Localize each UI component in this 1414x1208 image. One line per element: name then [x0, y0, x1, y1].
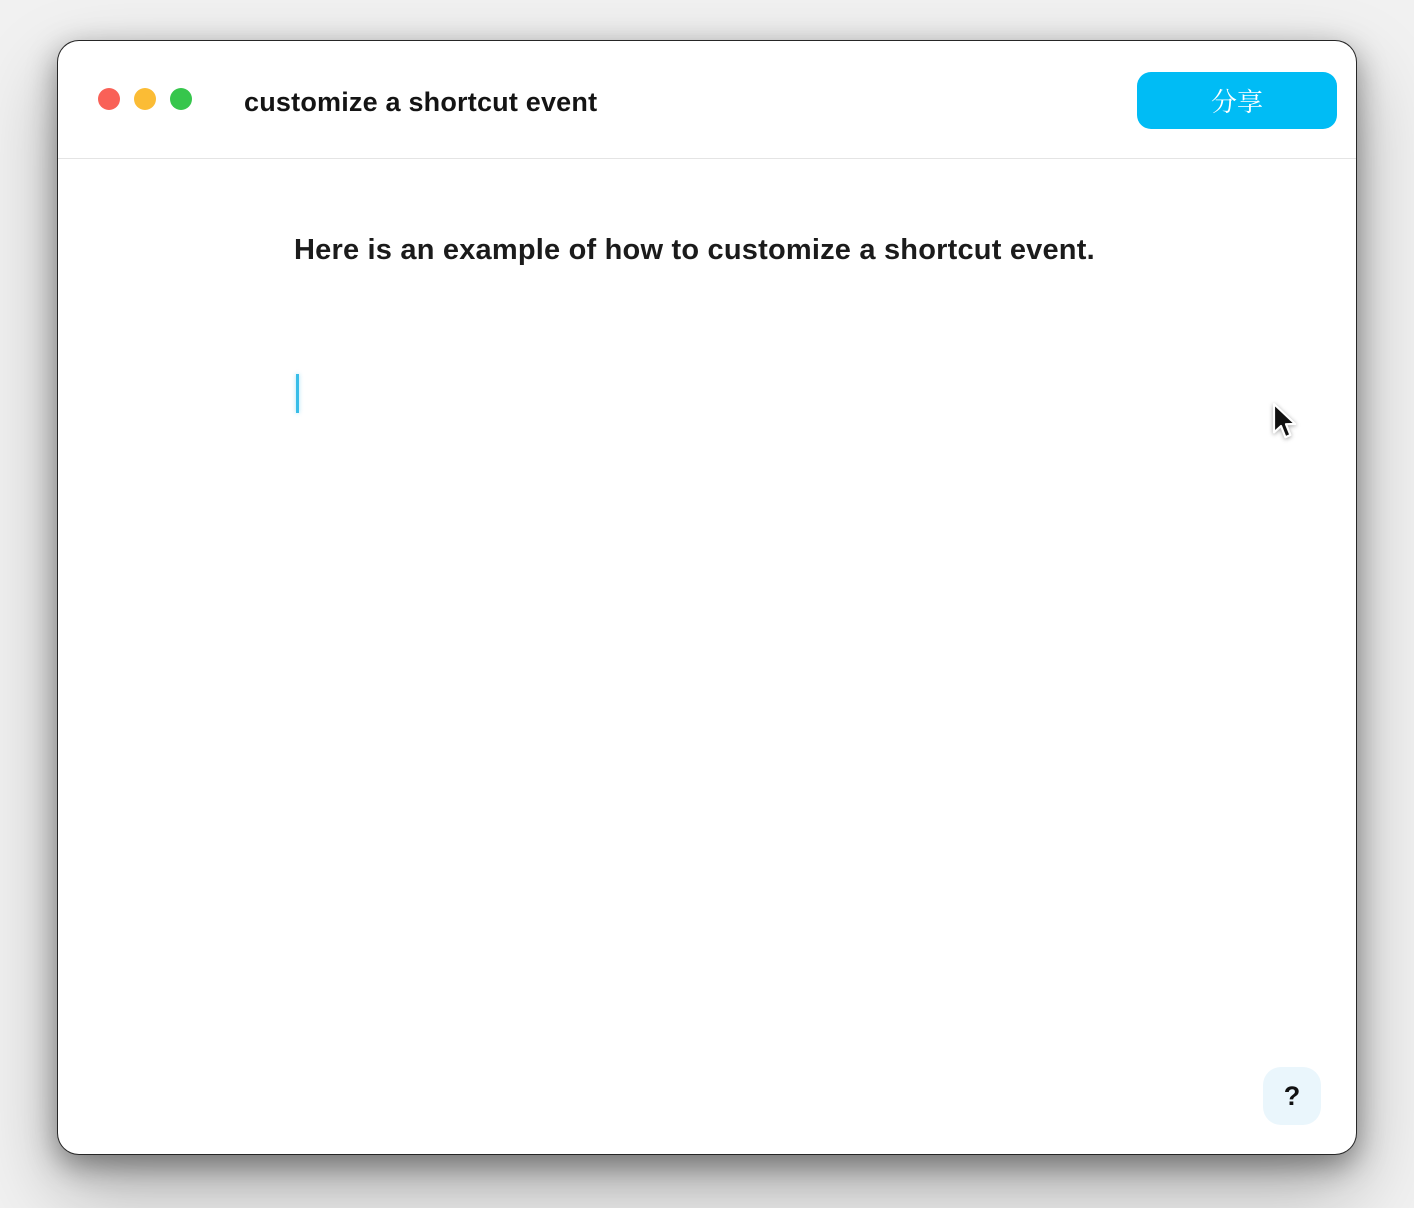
- minimize-button[interactable]: [134, 88, 156, 110]
- window-title: customize a shortcut event: [244, 86, 598, 117]
- help-button[interactable]: ?: [1263, 1067, 1321, 1125]
- traffic-lights: [98, 88, 192, 110]
- titlebar: [58, 41, 1356, 159]
- zoom-button[interactable]: [170, 88, 192, 110]
- share-button[interactable]: 分享: [1137, 72, 1337, 129]
- text-caret: [296, 374, 299, 413]
- typed-text: Here is an example of how to customize a shortcut event.: [294, 234, 1095, 266]
- close-button[interactable]: [98, 88, 120, 110]
- app-window: [57, 40, 1357, 1155]
